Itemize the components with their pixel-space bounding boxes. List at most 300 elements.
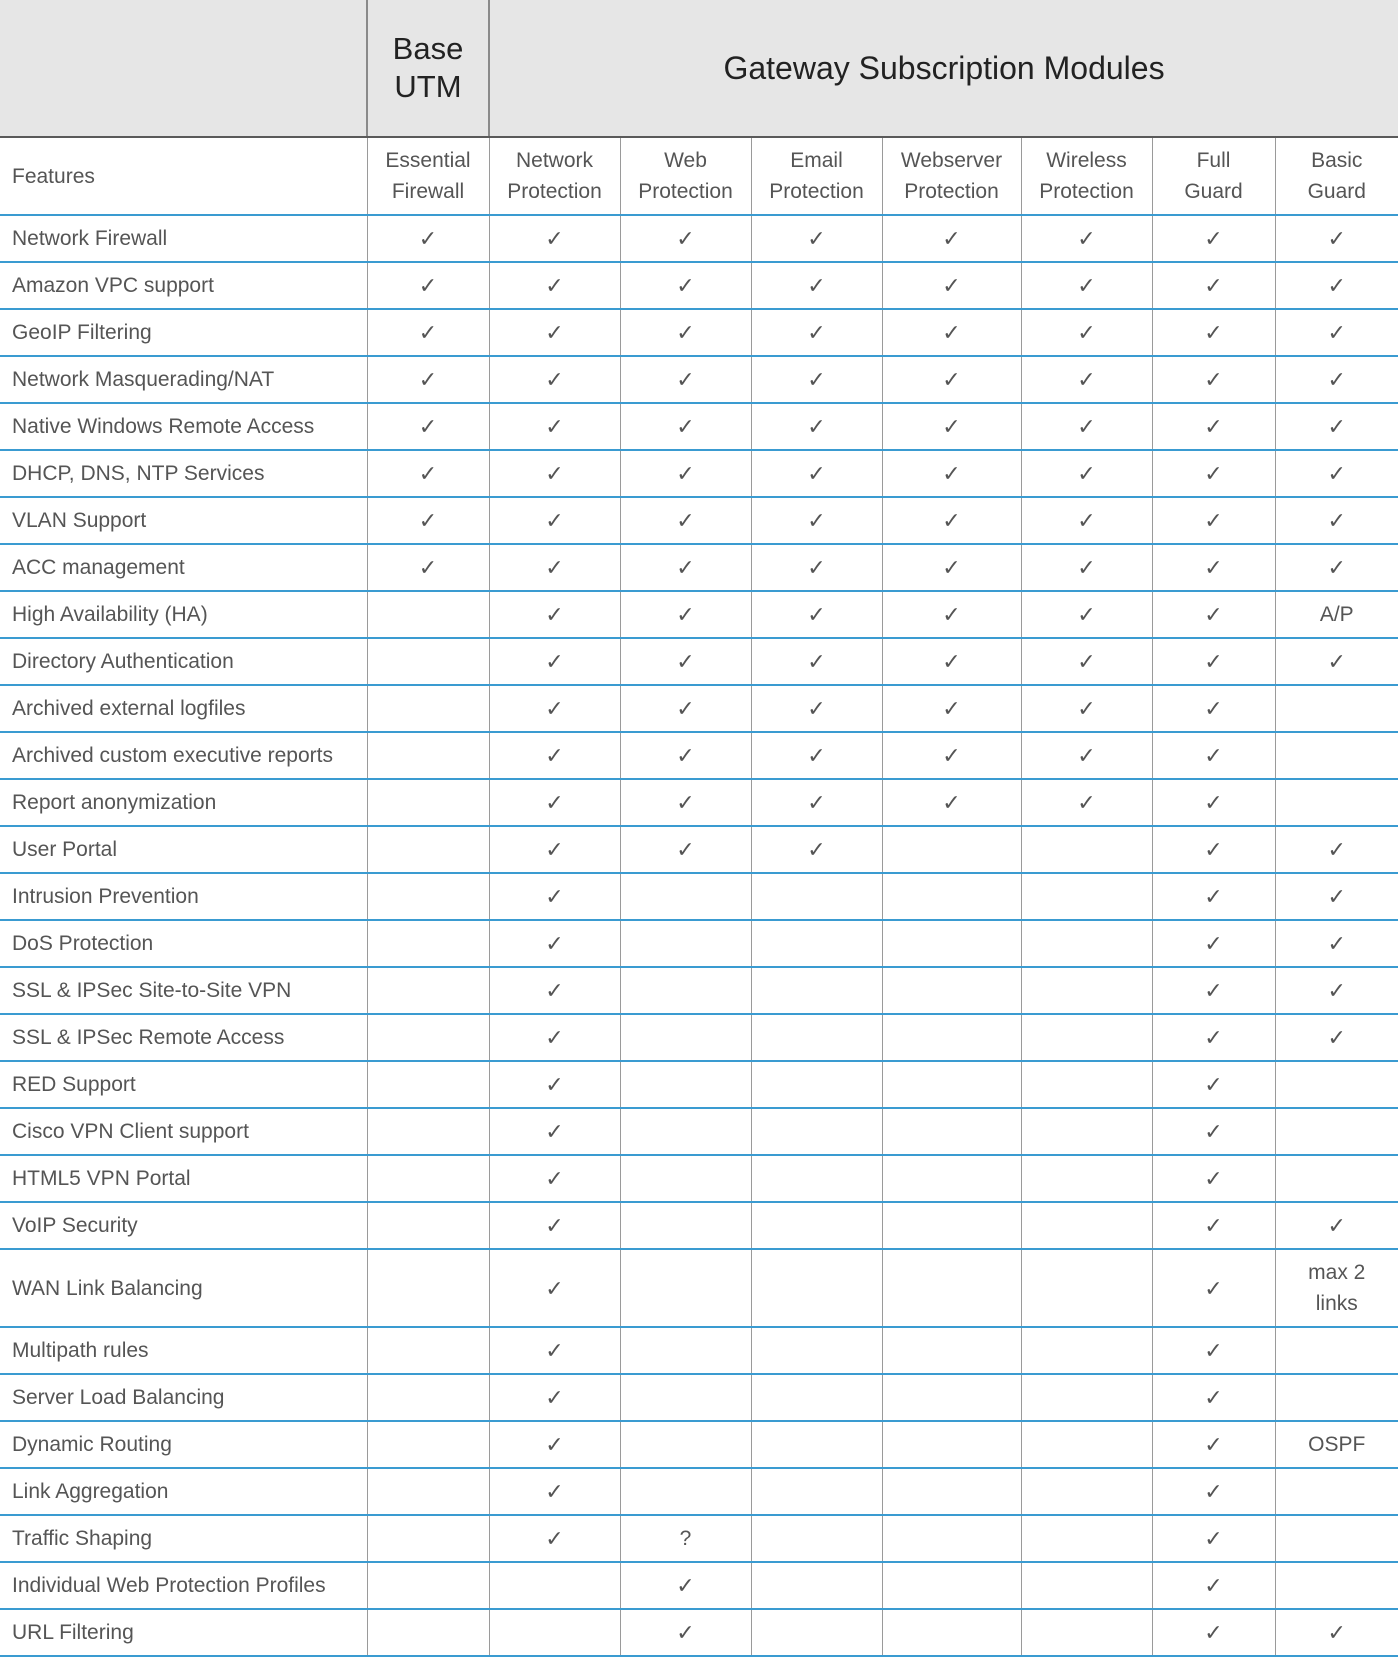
- feature-name: GeoIP Filtering: [0, 309, 367, 356]
- check-icon: ✓: [489, 591, 620, 638]
- feature-name: Intrusion Prevention: [0, 873, 367, 920]
- check-icon: ✓: [751, 732, 882, 779]
- table-row: [0, 309, 1398, 356]
- feature-name: URL Filtering: [0, 1609, 367, 1656]
- check-icon: ✓: [489, 1108, 620, 1155]
- feature-name: Archived custom executive reports: [0, 732, 367, 779]
- empty-cell: [367, 1014, 489, 1061]
- check-icon: ✓: [882, 215, 1021, 262]
- check-icon: ✓: [1152, 591, 1275, 638]
- table-row: [0, 1014, 1398, 1061]
- col-essential-firewall: [367, 137, 489, 215]
- table-row: [0, 215, 1398, 262]
- table-row: [0, 826, 1398, 873]
- empty-cell: [882, 1421, 1021, 1468]
- feature-name: Individual Web Protection Profiles: [0, 1562, 367, 1609]
- empty-cell: [620, 1061, 751, 1108]
- empty-cell: [882, 1202, 1021, 1249]
- check-icon: ✓: [1152, 262, 1275, 309]
- check-icon: ✓: [1275, 873, 1398, 920]
- empty-cell: [1275, 1155, 1398, 1202]
- check-icon: ✓: [620, 356, 751, 403]
- check-icon: ✓: [882, 356, 1021, 403]
- check-icon: ✓: [620, 403, 751, 450]
- empty-cell: [620, 1327, 751, 1374]
- empty-cell: [367, 1374, 489, 1421]
- check-icon: ✓: [489, 1249, 620, 1327]
- check-icon: ✓: [1275, 309, 1398, 356]
- check-icon: ✓: [489, 1374, 620, 1421]
- empty-cell: [1021, 1061, 1152, 1108]
- col-label-line: Firewall: [391, 180, 465, 203]
- check-icon: ✓: [1152, 215, 1275, 262]
- check-icon: ✓: [751, 826, 882, 873]
- feature-name: Archived external logfiles: [0, 685, 367, 732]
- table-row: [0, 1108, 1398, 1155]
- check-icon: ✓: [751, 685, 882, 732]
- feature-name: DHCP, DNS, NTP Services: [0, 450, 367, 497]
- empty-cell: [882, 1515, 1021, 1562]
- empty-cell: [1275, 779, 1398, 826]
- check-icon: ✓: [367, 497, 489, 544]
- check-icon: ✓: [489, 1515, 620, 1562]
- empty-cell: [882, 873, 1021, 920]
- check-icon: ✓: [1152, 1327, 1275, 1374]
- check-icon: ✓: [489, 544, 620, 591]
- check-icon: ✓: [882, 779, 1021, 826]
- empty-cell: [489, 1609, 620, 1656]
- check-icon: ✓: [1275, 1014, 1398, 1061]
- check-icon: ✓: [489, 1202, 620, 1249]
- check-icon: ✓: [1152, 967, 1275, 1014]
- empty-cell: [1275, 1327, 1398, 1374]
- check-icon: ✓: [489, 403, 620, 450]
- check-icon: ✓: [1021, 591, 1152, 638]
- table-row: [0, 1421, 1398, 1468]
- check-icon: ✓: [1152, 1014, 1275, 1061]
- col-web-protection: [620, 137, 751, 215]
- check-icon: ✓: [489, 685, 620, 732]
- col-label-line: Protection: [904, 180, 999, 203]
- table-row: [0, 967, 1398, 1014]
- check-icon: ✓: [882, 450, 1021, 497]
- check-icon: ✓: [1152, 732, 1275, 779]
- check-icon: ✓: [489, 1421, 620, 1468]
- table-row: [0, 1468, 1398, 1515]
- empty-cell: [1021, 1562, 1152, 1609]
- cell-value: max 2 links: [1275, 1249, 1398, 1327]
- check-icon: ✓: [882, 497, 1021, 544]
- feature-name: Dynamic Routing: [0, 1421, 367, 1468]
- cell-value: ?: [620, 1515, 751, 1562]
- empty-cell: [1021, 967, 1152, 1014]
- empty-cell: [751, 1562, 882, 1609]
- empty-cell: [882, 1108, 1021, 1155]
- empty-cell: [1021, 920, 1152, 967]
- check-icon: ✓: [882, 309, 1021, 356]
- col-full-guard: [1152, 137, 1275, 215]
- empty-cell: [751, 1468, 882, 1515]
- feature-name: Multipath rules: [0, 1327, 367, 1374]
- header-blank-cell: [0, 0, 367, 137]
- empty-cell: [620, 1421, 751, 1468]
- check-icon: ✓: [882, 262, 1021, 309]
- feature-name: Server Load Balancing: [0, 1374, 367, 1421]
- check-icon: ✓: [1152, 1562, 1275, 1609]
- check-icon: ✓: [1275, 826, 1398, 873]
- feature-name: HTML5 VPN Portal: [0, 1155, 367, 1202]
- check-icon: ✓: [620, 1609, 751, 1656]
- check-icon: ✓: [1152, 685, 1275, 732]
- empty-cell: [367, 1202, 489, 1249]
- check-icon: ✓: [489, 262, 620, 309]
- feature-name: Amazon VPC support: [0, 262, 367, 309]
- column-header-row: [0, 137, 1398, 215]
- empty-cell: [367, 1515, 489, 1562]
- col-label-line: Protection: [769, 180, 864, 203]
- empty-cell: [751, 1155, 882, 1202]
- col-label-line: Webserver: [900, 149, 1003, 172]
- check-icon: ✓: [751, 497, 882, 544]
- empty-cell: [882, 1562, 1021, 1609]
- check-icon: ✓: [620, 591, 751, 638]
- empty-cell: [1021, 826, 1152, 873]
- check-icon: ✓: [489, 779, 620, 826]
- empty-cell: [751, 1202, 882, 1249]
- empty-cell: [620, 967, 751, 1014]
- col-label-line: Guard: [1184, 180, 1243, 203]
- col-label-line: Basic: [1311, 149, 1363, 172]
- check-icon: ✓: [620, 638, 751, 685]
- check-icon: ✓: [367, 309, 489, 356]
- empty-cell: [1275, 1061, 1398, 1108]
- feature-name: Cisco VPN Client support: [0, 1108, 367, 1155]
- features-column-header: Features: [0, 137, 367, 215]
- col-label-line: Network: [515, 149, 594, 172]
- empty-cell: [367, 685, 489, 732]
- col-email-protection: [751, 137, 882, 215]
- empty-cell: [1021, 873, 1152, 920]
- check-icon: ✓: [620, 262, 751, 309]
- empty-cell: [751, 1061, 882, 1108]
- col-label-line: Essential: [385, 149, 471, 172]
- check-icon: ✓: [620, 309, 751, 356]
- cell-value: A/P: [1275, 591, 1398, 638]
- check-icon: ✓: [1152, 544, 1275, 591]
- check-icon: ✓: [751, 591, 882, 638]
- base-utm-title: Base UTM: [392, 31, 464, 104]
- empty-cell: [1275, 1562, 1398, 1609]
- table-row: [0, 262, 1398, 309]
- empty-cell: [1275, 1515, 1398, 1562]
- feature-name: Traffic Shaping: [0, 1515, 367, 1562]
- col-label-line: Email: [790, 149, 843, 172]
- empty-cell: [367, 732, 489, 779]
- empty-cell: [367, 1468, 489, 1515]
- check-icon: ✓: [489, 1327, 620, 1374]
- check-icon: ✓: [1152, 826, 1275, 873]
- empty-cell: [489, 1562, 620, 1609]
- feature-name: Network Masquerading/NAT: [0, 356, 367, 403]
- table-row: [0, 685, 1398, 732]
- feature-name: DoS Protection: [0, 920, 367, 967]
- empty-cell: [367, 1562, 489, 1609]
- cell-value: OSPF: [1275, 1421, 1398, 1468]
- empty-cell: [1021, 1468, 1152, 1515]
- check-icon: ✓: [489, 1014, 620, 1061]
- table-row: [0, 1515, 1398, 1562]
- check-icon: ✓: [367, 262, 489, 309]
- empty-cell: [1021, 1515, 1152, 1562]
- check-icon: ✓: [1021, 497, 1152, 544]
- check-icon: ✓: [367, 215, 489, 262]
- empty-cell: [1275, 1468, 1398, 1515]
- empty-cell: [1021, 1374, 1152, 1421]
- table-row: [0, 1249, 1398, 1327]
- table-row: [0, 497, 1398, 544]
- feature-name: RED Support: [0, 1061, 367, 1108]
- empty-cell: [751, 1609, 882, 1656]
- check-icon: ✓: [1275, 450, 1398, 497]
- check-icon: ✓: [1021, 685, 1152, 732]
- check-icon: ✓: [1275, 544, 1398, 591]
- empty-cell: [367, 1609, 489, 1656]
- table-row: [0, 732, 1398, 779]
- check-icon: ✓: [1021, 779, 1152, 826]
- feature-name: VoIP Security: [0, 1202, 367, 1249]
- empty-cell: [1021, 1202, 1152, 1249]
- empty-cell: [751, 873, 882, 920]
- check-icon: ✓: [1152, 1249, 1275, 1327]
- check-icon: ✓: [489, 873, 620, 920]
- check-icon: ✓: [751, 544, 882, 591]
- check-icon: ✓: [751, 215, 882, 262]
- empty-cell: [882, 1061, 1021, 1108]
- empty-cell: [620, 1249, 751, 1327]
- check-icon: ✓: [489, 356, 620, 403]
- empty-cell: [1275, 732, 1398, 779]
- col-wireless-protection: [1021, 137, 1152, 215]
- empty-cell: [367, 1108, 489, 1155]
- check-icon: ✓: [1021, 450, 1152, 497]
- empty-cell: [751, 920, 882, 967]
- empty-cell: [751, 1249, 882, 1327]
- check-icon: ✓: [751, 262, 882, 309]
- check-icon: ✓: [751, 779, 882, 826]
- feature-name: Network Firewall: [0, 215, 367, 262]
- check-icon: ✓: [1021, 262, 1152, 309]
- check-icon: ✓: [1152, 1202, 1275, 1249]
- empty-cell: [1021, 1327, 1152, 1374]
- table-row: [0, 450, 1398, 497]
- check-icon: ✓: [1021, 544, 1152, 591]
- check-icon: ✓: [1152, 403, 1275, 450]
- empty-cell: [751, 967, 882, 1014]
- check-icon: ✓: [367, 450, 489, 497]
- check-icon: ✓: [489, 1061, 620, 1108]
- empty-cell: [882, 1327, 1021, 1374]
- check-icon: ✓: [1152, 1108, 1275, 1155]
- empty-cell: [367, 591, 489, 638]
- check-icon: ✓: [751, 638, 882, 685]
- check-icon: ✓: [882, 685, 1021, 732]
- check-icon: ✓: [620, 1562, 751, 1609]
- check-icon: ✓: [620, 685, 751, 732]
- check-icon: ✓: [751, 356, 882, 403]
- empty-cell: [751, 1327, 882, 1374]
- empty-cell: [367, 826, 489, 873]
- feature-name: VLAN Support: [0, 497, 367, 544]
- check-icon: ✓: [1275, 356, 1398, 403]
- gateway-modules-header: [489, 0, 1398, 137]
- empty-cell: [751, 1374, 882, 1421]
- empty-cell: [620, 1374, 751, 1421]
- col-label-line: Protection: [638, 180, 733, 203]
- table-row: [0, 920, 1398, 967]
- check-icon: ✓: [1275, 1609, 1398, 1656]
- table-row: [0, 1155, 1398, 1202]
- check-icon: ✓: [1152, 1155, 1275, 1202]
- empty-cell: [620, 1155, 751, 1202]
- empty-cell: [1021, 1421, 1152, 1468]
- table-row: [0, 1562, 1398, 1609]
- check-icon: ✓: [1021, 403, 1152, 450]
- check-icon: ✓: [882, 403, 1021, 450]
- check-icon: ✓: [1275, 638, 1398, 685]
- check-icon: ✓: [620, 544, 751, 591]
- feature-name: Directory Authentication: [0, 638, 367, 685]
- empty-cell: [620, 1014, 751, 1061]
- table-row: [0, 1374, 1398, 1421]
- check-icon: ✓: [1152, 1061, 1275, 1108]
- feature-name: SSL & IPSec Remote Access: [0, 1014, 367, 1061]
- table-row: [0, 544, 1398, 591]
- feature-name: User Portal: [0, 826, 367, 873]
- empty-cell: [367, 1061, 489, 1108]
- check-icon: ✓: [489, 1155, 620, 1202]
- col-label-line: Full: [1196, 149, 1231, 172]
- table-row: [0, 356, 1398, 403]
- check-icon: ✓: [1275, 497, 1398, 544]
- check-icon: ✓: [367, 544, 489, 591]
- empty-cell: [367, 779, 489, 826]
- check-icon: ✓: [1021, 309, 1152, 356]
- check-icon: ✓: [751, 309, 882, 356]
- empty-cell: [882, 1609, 1021, 1656]
- table-row: [0, 1609, 1398, 1656]
- check-icon: ✓: [489, 450, 620, 497]
- check-icon: ✓: [1152, 920, 1275, 967]
- empty-cell: [367, 967, 489, 1014]
- empty-cell: [882, 1374, 1021, 1421]
- empty-cell: [751, 1014, 882, 1061]
- table-row: [0, 1061, 1398, 1108]
- feature-name: High Availability (HA): [0, 591, 367, 638]
- table-row: [0, 1202, 1398, 1249]
- check-icon: ✓: [620, 826, 751, 873]
- check-icon: ✓: [1152, 779, 1275, 826]
- empty-cell: [1275, 685, 1398, 732]
- check-icon: ✓: [1275, 920, 1398, 967]
- check-icon: ✓: [1021, 215, 1152, 262]
- col-label-line: Web: [664, 149, 707, 172]
- empty-cell: [751, 1421, 882, 1468]
- check-icon: ✓: [1275, 1202, 1398, 1249]
- empty-cell: [882, 1155, 1021, 1202]
- header-row: [0, 0, 1398, 137]
- empty-cell: [367, 1155, 489, 1202]
- check-icon: ✓: [1152, 1609, 1275, 1656]
- empty-cell: [1021, 1014, 1152, 1061]
- check-icon: ✓: [489, 732, 620, 779]
- check-icon: ✓: [1152, 450, 1275, 497]
- empty-cell: [1021, 1155, 1152, 1202]
- check-icon: ✓: [489, 497, 620, 544]
- empty-cell: [620, 1202, 751, 1249]
- check-icon: ✓: [882, 544, 1021, 591]
- check-icon: ✓: [489, 826, 620, 873]
- check-icon: ✓: [1152, 1374, 1275, 1421]
- feature-name: ACC management: [0, 544, 367, 591]
- check-icon: ✓: [882, 638, 1021, 685]
- check-icon: ✓: [1152, 497, 1275, 544]
- table-row: [0, 591, 1398, 638]
- check-icon: ✓: [1275, 403, 1398, 450]
- empty-cell: [367, 873, 489, 920]
- col-label-line: Protection: [507, 180, 602, 203]
- empty-cell: [882, 920, 1021, 967]
- check-icon: ✓: [489, 967, 620, 1014]
- check-icon: ✓: [1021, 732, 1152, 779]
- empty-cell: [1021, 1609, 1152, 1656]
- check-icon: ✓: [620, 779, 751, 826]
- empty-cell: [882, 1014, 1021, 1061]
- feature-name: Link Aggregation: [0, 1468, 367, 1515]
- empty-cell: [620, 920, 751, 967]
- check-icon: ✓: [882, 732, 1021, 779]
- check-icon: ✓: [620, 215, 751, 262]
- empty-cell: [367, 1327, 489, 1374]
- empty-cell: [620, 1468, 751, 1515]
- check-icon: ✓: [489, 1468, 620, 1515]
- check-icon: ✓: [620, 732, 751, 779]
- empty-cell: [1021, 1249, 1152, 1327]
- check-icon: ✓: [1152, 356, 1275, 403]
- table-row: [0, 1327, 1398, 1374]
- empty-cell: [882, 967, 1021, 1014]
- empty-cell: [882, 826, 1021, 873]
- empty-cell: [751, 1108, 882, 1155]
- empty-cell: [1275, 1108, 1398, 1155]
- check-icon: ✓: [1275, 262, 1398, 309]
- check-icon: ✓: [1152, 1468, 1275, 1515]
- check-icon: ✓: [1152, 309, 1275, 356]
- base-utm-header: [367, 0, 489, 137]
- feature-name: WAN Link Balancing: [0, 1249, 367, 1327]
- table-row: [0, 638, 1398, 685]
- empty-cell: [367, 1249, 489, 1327]
- empty-cell: [620, 1108, 751, 1155]
- empty-cell: [367, 920, 489, 967]
- check-icon: ✓: [489, 638, 620, 685]
- check-icon: ✓: [1275, 215, 1398, 262]
- empty-cell: [367, 1421, 489, 1468]
- check-icon: ✓: [1021, 638, 1152, 685]
- check-icon: ✓: [620, 497, 751, 544]
- col-label-line: Wireless: [1046, 149, 1127, 172]
- check-icon: ✓: [882, 591, 1021, 638]
- table-row: [0, 873, 1398, 920]
